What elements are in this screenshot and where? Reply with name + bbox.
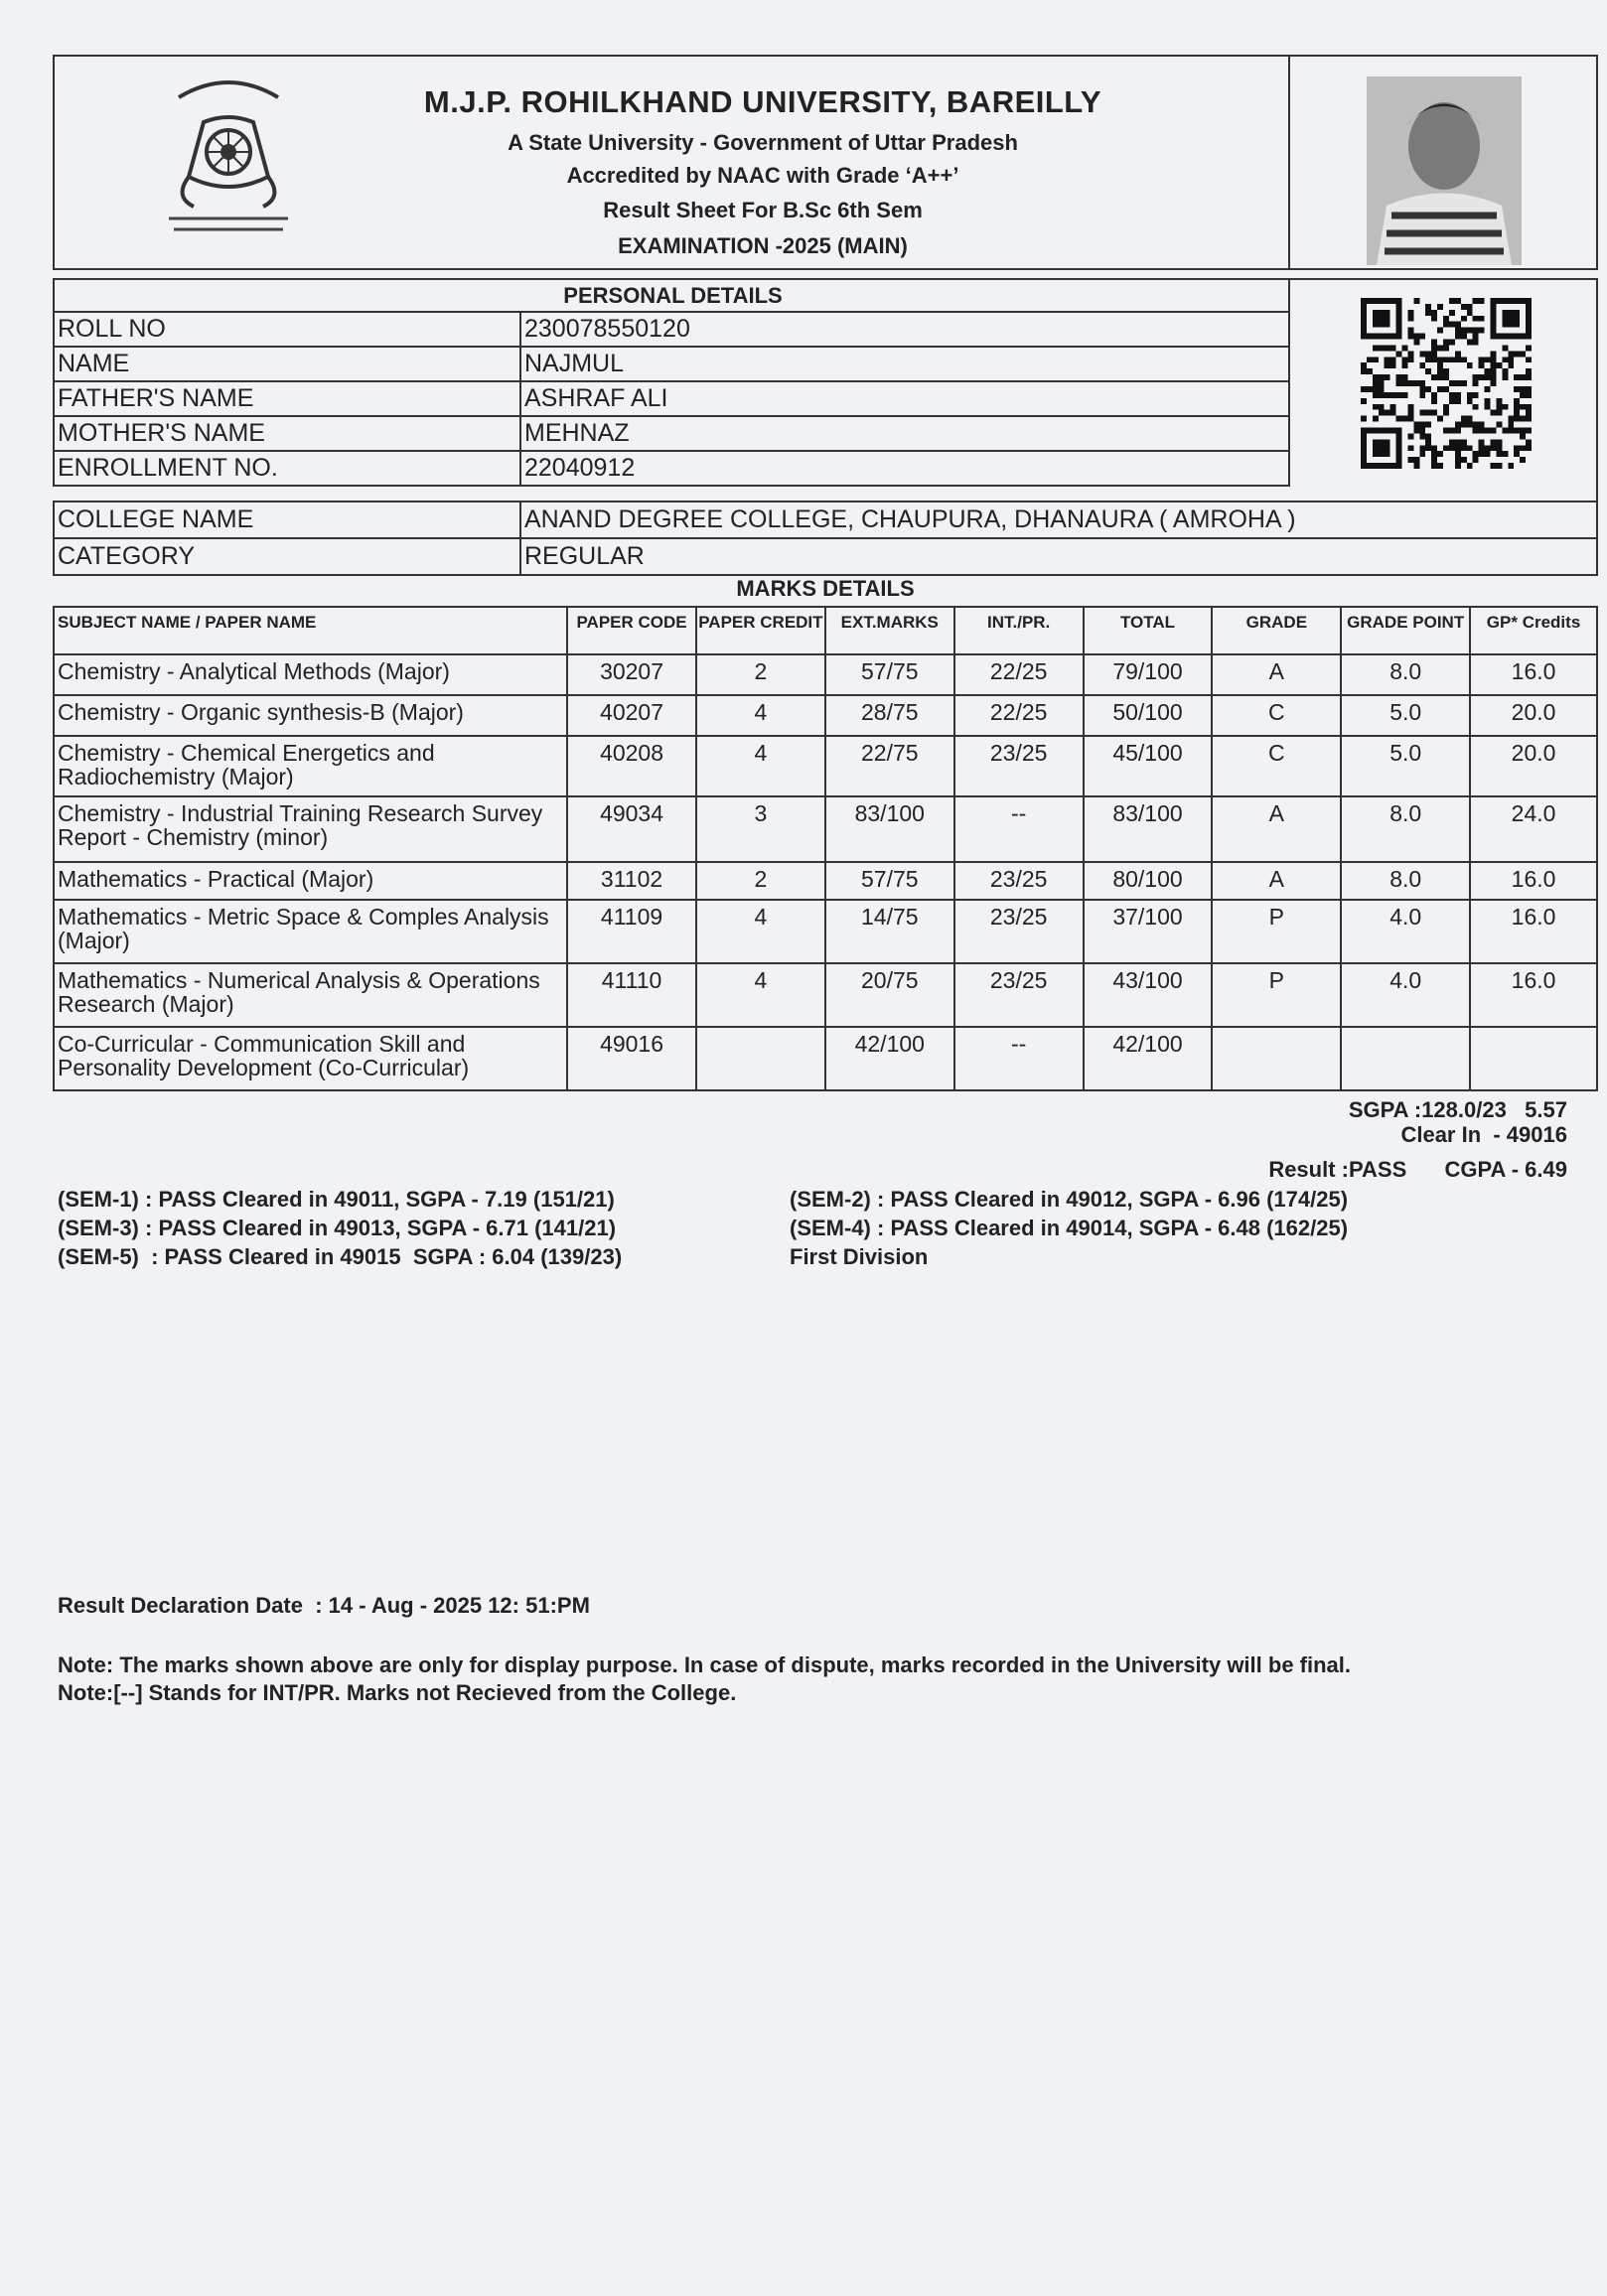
total-marks: 83/100: [1084, 796, 1213, 862]
table-row: [54, 538, 1597, 575]
total-marks: 43/100: [1084, 963, 1213, 1027]
sgpa-value: SGPA :128.0/23 5.57: [1348, 1097, 1567, 1122]
semester-result: (SEM-4) : PASS Cleared in 49014, SGPA - 6.48 (162/25): [790, 1216, 1349, 1240]
marks-table: [53, 606, 1598, 1091]
field-label: COLLEGE NAME: [54, 502, 520, 538]
gp-credits: 24.0: [1470, 796, 1597, 862]
semester-results-left: [58, 1185, 622, 1271]
mother-name-value: MEHNAZ: [520, 416, 1289, 451]
field-label: FATHER'S NAME: [54, 381, 520, 416]
table-row: [54, 736, 1597, 796]
col-int-pr: INT./PR.: [954, 607, 1084, 654]
subject-name: Chemistry - Analytical Methods (Major): [54, 654, 567, 695]
col-paper-code: PAPER CODE: [567, 607, 696, 654]
subject-name: Mathematics - Practical (Major): [54, 862, 567, 900]
table-row: [54, 416, 1289, 451]
grade: A: [1212, 796, 1341, 862]
gp-credits: 16.0: [1470, 900, 1597, 963]
paper-code: 40208: [567, 736, 696, 796]
table-row: [54, 502, 1597, 538]
int-pr-marks: 22/25: [954, 654, 1084, 695]
total-marks: 79/100: [1084, 654, 1213, 695]
grade: C: [1212, 736, 1341, 796]
gp-credits: 16.0: [1470, 963, 1597, 1027]
grade-point: 8.0: [1341, 862, 1470, 900]
col-ext-marks: EXT.MARKS: [825, 607, 954, 654]
int-pr-marks: --: [954, 796, 1084, 862]
table-row: [54, 900, 1597, 963]
paper-credit: [696, 1027, 825, 1090]
subtitle-examination: EXAMINATION -2025 (MAIN): [618, 233, 908, 258]
cgpa-value: CGPA - 6.49: [1444, 1157, 1567, 1182]
col-grade-point: GRADE POINT: [1341, 607, 1470, 654]
field-label: NAME: [54, 347, 520, 381]
paper-credit: 4: [696, 695, 825, 736]
enrollment-no-value: 22040912: [520, 451, 1289, 486]
total-marks: 45/100: [1084, 736, 1213, 796]
subtitle-result-sheet: Result Sheet For B.Sc 6th Sem: [603, 198, 923, 222]
semester-result: (SEM-2) : PASS Cleared in 49012, SGPA - 6.96 (174/25): [790, 1187, 1349, 1212]
gp-credits: 20.0: [1470, 736, 1597, 796]
grade-point: 4.0: [1341, 963, 1470, 1027]
paper-credit: 4: [696, 900, 825, 963]
int-pr-marks: 23/25: [954, 862, 1084, 900]
note-int-pr: Note:[--] Stands for INT/PR. Marks not Recieved from the College.: [58, 1680, 737, 1705]
table-row: [54, 963, 1597, 1027]
paper-credit: 3: [696, 796, 825, 862]
ext-marks: 14/75: [825, 900, 954, 963]
int-pr-marks: 22/25: [954, 695, 1084, 736]
grade-point: 8.0: [1341, 654, 1470, 695]
student-photo: [1367, 76, 1522, 265]
qr-code-icon: [1361, 298, 1532, 469]
ext-marks: 57/75: [825, 862, 954, 900]
roll-no-value: 230078550120: [520, 312, 1289, 347]
gp-credits: 20.0: [1470, 695, 1597, 736]
category-value: REGULAR: [520, 538, 1597, 575]
grade: A: [1212, 654, 1341, 695]
subtitle-naac: Accredited by NAAC with Grade ‘A++’: [566, 163, 959, 188]
total-marks: 37/100: [1084, 900, 1213, 963]
gp-credits: [1470, 1027, 1597, 1090]
result-declaration-date: Result Declaration Date : 14 - Aug - 2025 12: 51:PM: [58, 1593, 590, 1618]
table-row: [54, 347, 1289, 381]
semester-result: (SEM-3) : PASS Cleared in 49013, SGPA - 6.71 (141/21): [58, 1216, 617, 1240]
col-subject: SUBJECT NAME / PAPER NAME: [54, 607, 567, 654]
marks-details-title: MARKS DETAILS: [736, 576, 915, 601]
ext-marks: 20/75: [825, 963, 954, 1027]
semester-result: (SEM-1) : PASS Cleared in 49011, SGPA - 7.19 (151/21): [58, 1187, 615, 1212]
grade: P: [1212, 900, 1341, 963]
grade-point: 5.0: [1341, 736, 1470, 796]
sgpa-summary: [1349, 1097, 1567, 1147]
table-row: [54, 862, 1597, 900]
subject-name: Mathematics - Metric Space & Comples Analysis (Major): [54, 900, 567, 963]
table-row: [54, 312, 1289, 347]
division: First Division: [790, 1244, 929, 1269]
clear-in-value: Clear In - 49016: [1400, 1122, 1567, 1147]
grade: P: [1212, 963, 1341, 1027]
col-paper-credit: PAPER CREDIT: [696, 607, 825, 654]
grade-point: 4.0: [1341, 900, 1470, 963]
college-category-table: [53, 501, 1598, 576]
name-value: NAJMUL: [520, 347, 1289, 381]
total-marks: 42/100: [1084, 1027, 1213, 1090]
semester-result: (SEM-5) : PASS Cleared in 49015 SGPA : 6.04 (139/23): [58, 1244, 623, 1269]
table-row: [54, 796, 1597, 862]
subject-name: Chemistry - Industrial Training Research Survey Report - Chemistry (minor): [54, 796, 567, 862]
subtitle-state: A State University - Government of Uttar Pradesh: [508, 130, 1018, 155]
gp-credits: 16.0: [1470, 862, 1597, 900]
gp-credits: 16.0: [1470, 654, 1597, 695]
col-grade: GRADE: [1212, 607, 1341, 654]
int-pr-marks: 23/25: [954, 736, 1084, 796]
paper-code: 41110: [567, 963, 696, 1027]
grade: [1212, 1027, 1341, 1090]
paper-code: 49034: [567, 796, 696, 862]
grade: A: [1212, 862, 1341, 900]
table-row: [54, 695, 1597, 736]
subject-name: Chemistry - Organic synthesis-B (Major): [54, 695, 567, 736]
ext-marks: 22/75: [825, 736, 954, 796]
grade: C: [1212, 695, 1341, 736]
field-label: ENROLLMENT NO.: [54, 451, 520, 486]
int-pr-marks: 23/25: [954, 900, 1084, 963]
semester-results-right: [790, 1185, 1348, 1271]
field-label: ROLL NO: [54, 312, 520, 347]
notes: [58, 1651, 1351, 1707]
personal-details-title: PERSONAL DETAILS: [54, 279, 1289, 312]
paper-credit: 2: [696, 654, 825, 695]
col-gp-credits: GP* Credits: [1470, 607, 1597, 654]
paper-credit: 4: [696, 963, 825, 1027]
table-row: [54, 1027, 1597, 1090]
paper-code: 41109: [567, 900, 696, 963]
paper-code: 31102: [567, 862, 696, 900]
col-total: TOTAL: [1084, 607, 1213, 654]
ext-marks: 28/75: [825, 695, 954, 736]
grade-point: 8.0: [1341, 796, 1470, 862]
result-status: Result :PASS: [1268, 1157, 1407, 1182]
subject-name: Chemistry - Chemical Energetics and Radiochemistry (Major): [54, 736, 567, 796]
ext-marks: 57/75: [825, 654, 954, 695]
paper-code: 49016: [567, 1027, 696, 1090]
total-marks: 50/100: [1084, 695, 1213, 736]
paper-credit: 2: [696, 862, 825, 900]
result-row: [1268, 1157, 1567, 1183]
int-pr-marks: 23/25: [954, 963, 1084, 1027]
paper-credit: 4: [696, 736, 825, 796]
int-pr-marks: --: [954, 1027, 1084, 1090]
father-name-value: ASHRAF ALI: [520, 381, 1289, 416]
grade-point: 5.0: [1341, 695, 1470, 736]
field-label: CATEGORY: [54, 538, 520, 575]
table-row: [54, 654, 1597, 695]
grade-point: [1341, 1027, 1470, 1090]
subject-name: Co-Curricular - Communication Skill and Personality Development (Co-Curricular): [54, 1027, 567, 1090]
paper-code: 30207: [567, 654, 696, 695]
subject-name: Mathematics - Numerical Analysis & Operations Research (Major): [54, 963, 567, 1027]
college-name-value: ANAND DEGREE COLLEGE, CHAUPURA, DHANAURA ( AMROHA ): [520, 502, 1597, 538]
ext-marks: 42/100: [825, 1027, 954, 1090]
total-marks: 80/100: [1084, 862, 1213, 900]
note-display-purpose: Note: The marks shown above are only for display purpose. In case of dispute, marks recorded in the University will be final.: [58, 1652, 1352, 1677]
ext-marks: 83/100: [825, 796, 954, 862]
field-label: MOTHER'S NAME: [54, 416, 520, 451]
paper-code: 40207: [567, 695, 696, 736]
table-row: [54, 381, 1289, 416]
university-name: M.J.P. ROHILKHAND UNIVERSITY, BAREILLY: [423, 84, 1102, 119]
table-row: [54, 451, 1289, 486]
personal-details-table: [53, 278, 1290, 487]
